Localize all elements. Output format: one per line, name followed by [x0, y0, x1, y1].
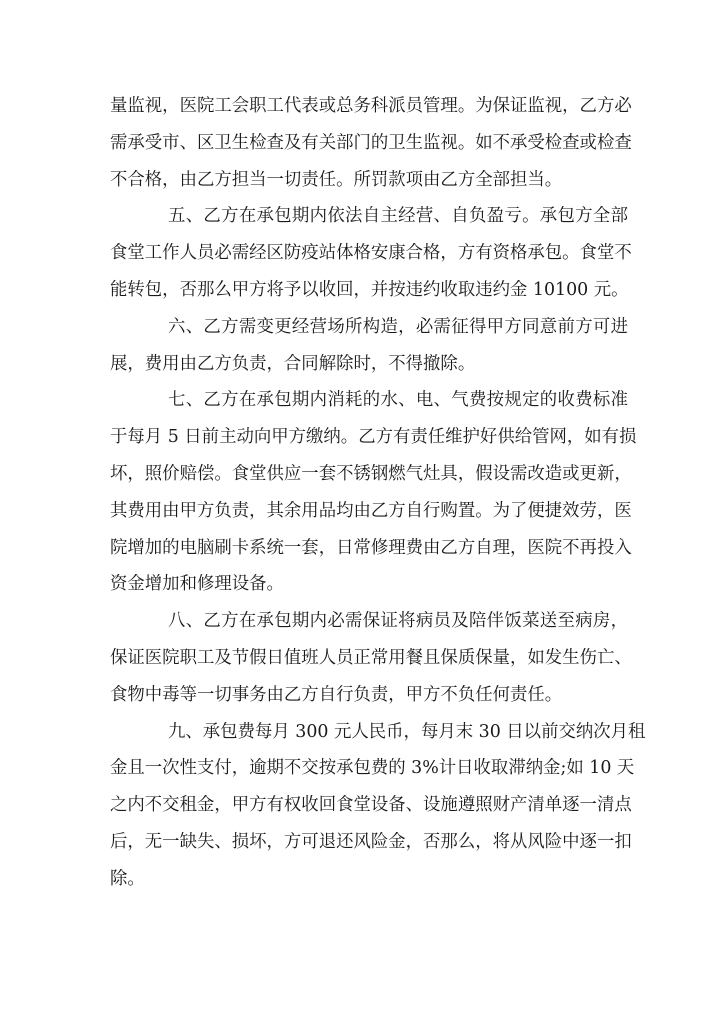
text-line: 坏，照价赔偿。食堂供应一套不锈钢燃气灶具，假设需改造或更新， — [110, 463, 632, 484]
text-line: 九、承包费每月 300 元人民币，每月末 30 日以前交纳次月租 — [168, 721, 646, 742]
text-line: 金且一次性支付，逾期不交按承包费的 3%计日收取滞纳金;如 10 天 — [110, 758, 635, 779]
text-line: 保证医院职工及节假日值班人员正常用餐且保质保量，如发生伤亡、 — [110, 647, 632, 668]
text-line: 能转包，否那么甲方将予以收回，并按违约收取违约金 10100 元。 — [110, 279, 629, 300]
text-line: 食堂工作人员必需经区防疫站体格安康合格，方有资格承包。食堂不 — [110, 243, 632, 264]
text-line: 量监视，医院工会职工代表或总务科派员管理。为保证监视，乙方必 — [110, 96, 632, 116]
text-line: 之内不交租金，甲方有权收回食堂设备、设施遵照财产清单逐一清点 — [110, 795, 632, 816]
paragraph-clause-7 — [110, 382, 637, 603]
paragraph-clause-9 — [110, 714, 646, 898]
document-page — [110, 88, 646, 898]
text-line: 其费用由甲方负责，其余用品均由乙方自行购置。为了便捷效劳，医 — [110, 500, 632, 521]
text-line: 六、乙方需变更经营场所构造，必需征得甲方同意前方可进 — [168, 316, 628, 337]
text-line: 五、乙方在承包期内依法自主经营、自负盈亏。承包方全部 — [168, 206, 628, 227]
paragraph-clause-6 — [110, 309, 628, 383]
text-line: 后，无一缺失、损坏，方可退还风险金，否那么，将从风险中逐一扣 — [110, 831, 632, 852]
paragraph-clause-8 — [110, 603, 632, 713]
text-line: 于每月 5 日前主动向甲方缴纳。乙方有责任维护好供给管网，如有损 — [110, 427, 637, 448]
text-line: 院增加的电脑刷卡系统一套，日常修理费由乙方自理，医院不再投入 — [110, 537, 632, 558]
text-line: 需承受市、区卫生检查及有关部门的卫生监视。如不承受检查或检查 — [110, 132, 632, 153]
paragraph-continued — [110, 88, 632, 198]
text-line: 资金增加和修理设备。 — [110, 574, 284, 595]
paragraph-clause-5 — [110, 198, 632, 308]
text-line: 七、乙方在承包期内消耗的水、电、气费按规定的收费标准 — [168, 390, 628, 411]
text-line: 除。 — [110, 868, 145, 889]
text-line: 不合格，由乙方担当一切责任。所罚款项由乙方全部担当。 — [110, 169, 563, 190]
text-line: 八、乙方在承包期内必需保证将病员及陪伴饭菜送至病房， — [168, 611, 628, 632]
text-line: 食物中毒等一切事务由乙方自行负责，甲方不负任何责任。 — [110, 684, 563, 705]
text-line: 展，费用由乙方负责，合同解除时，不得撤除。 — [110, 353, 476, 374]
